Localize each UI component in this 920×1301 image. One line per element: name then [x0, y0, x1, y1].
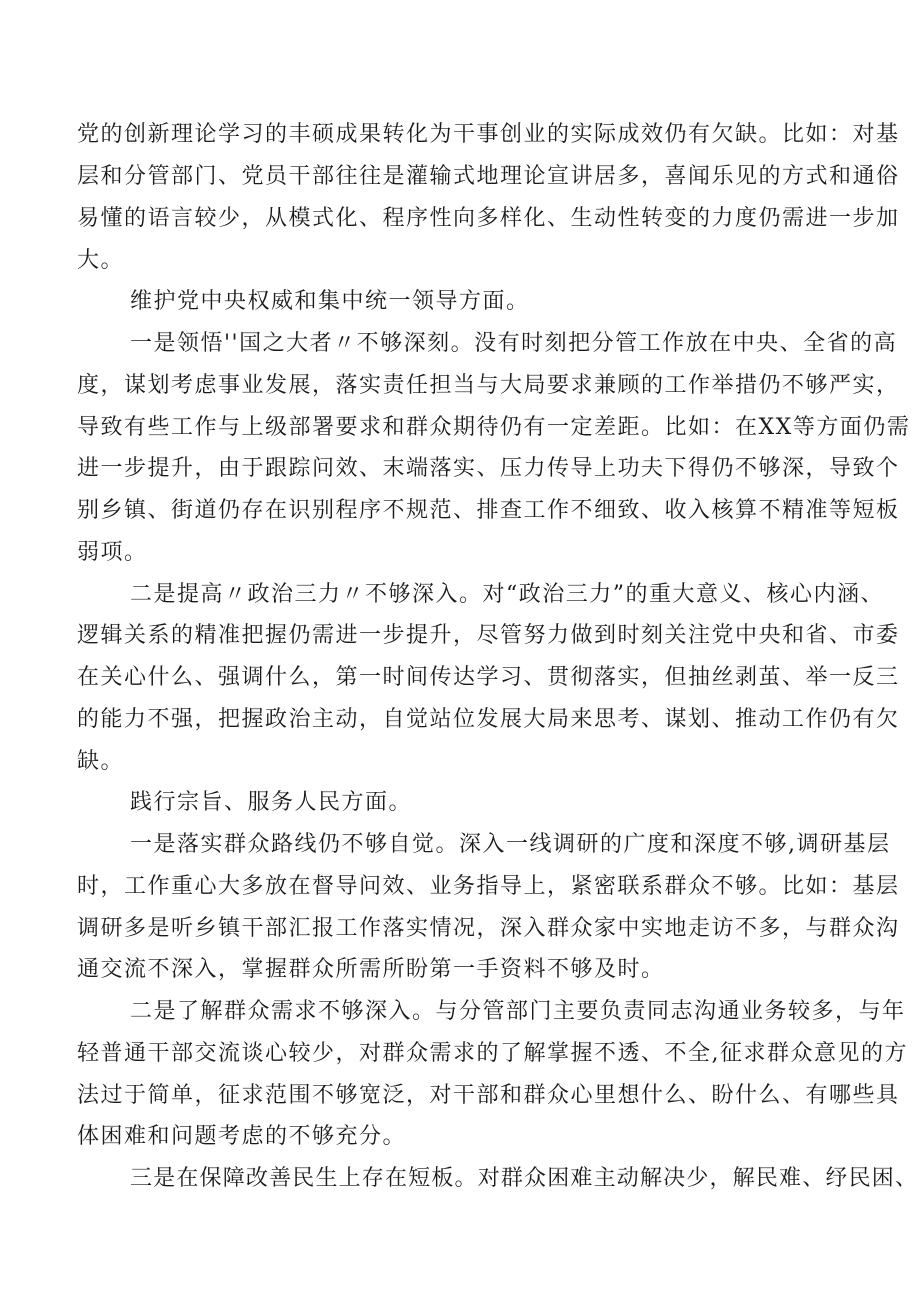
section-heading: 维护党中央权威和集中统一领导方面。	[130, 289, 530, 314]
text-line: 大。	[77, 248, 125, 273]
text-line: 在关心什么、强调什么，第一时间传达学习、贯彻落实，但抽丝剥茧、举一反三	[77, 665, 900, 690]
text-line: 的能力不强，把握政治主动，自觉站位发展大局来思考、谋划、推动工作仍有欠	[77, 707, 900, 732]
text-line: 易懂的语言较少，从模式化、程序性向多样化、生动性转变的力度仍需进一步加	[77, 206, 900, 231]
text-line: 二是了解群众需求不够深入。与分管部门主要负责同志沟通业务较多，与年	[130, 999, 906, 1024]
text-line: 体困难和问题考虑的不够充分。	[77, 1124, 407, 1149]
section-heading: 践行宗旨、服务人民方面。	[130, 790, 413, 815]
text-line: 三是在保障改善民生上存在短板。对群众困难主动解决少，解民难、纾民困、	[130, 1166, 919, 1191]
text-line: 导致有些工作与上级部署要求和群众期待仍有一定差距。比如：在XX等方面仍需	[77, 415, 911, 440]
text-line: 别乡镇、街道仍存在识别程序不规范、排查工作不细致、收入核算不精准等短板	[77, 498, 900, 523]
text-line: 层和分管部门、党员干部往往是灌输式地理论宣讲居多，喜闻乐见的方式和通俗	[77, 164, 900, 189]
text-line: 党的创新理论学习的丰硕成果转化为干事创业的实际成效仍有欠缺。比如：对基	[77, 122, 900, 147]
text-line: 逻辑关系的精准把握仍需进一步提升，尽管努力做到时刻关注党中央和省、市委	[77, 623, 900, 648]
text-line: 二是提高〃政治三力〃不够深入。对“政治三力”的重大意义、核心内涵、	[130, 582, 884, 607]
text-line: 一是领悟''国之大者〃不够深刻。没有时刻把分管工作放在中央、全省的高	[130, 331, 898, 356]
text-line: 度，谋划考虑事业发展，落实责任担当与大局要求兼顾的工作举措仍不够严实，	[77, 373, 900, 398]
text-line: 时，工作重心大多放在督导问效、业务指导上，紧密联系群众不够。比如：基层	[77, 874, 900, 899]
text-line: 弱项。	[77, 540, 148, 565]
text-line: 通交流不深入，掌握群众所需所盼第一手资料不够及时。	[77, 957, 665, 982]
text-line: 调研多是听乡镇干部汇报工作落实情况，深入群众家中实地走访不多，与群众沟	[77, 916, 900, 941]
text-line: 进一步提升，由于跟踪问效、末端落实、压力传导上功夫下得仍不够深，导致个	[77, 456, 900, 481]
text-line: 轻普通干部交流谈心较少，对群众需求的了解掌握不透、不全,征求群众意见的方	[77, 1041, 908, 1066]
text-line: 一是落实群众路线仍不够自觉。深入一线调研的广度和深度不够,调研基层	[130, 832, 891, 857]
text-line: 法过于简单，征求范围不够宽泛，对干部和群众心里想什么、盼什么、有哪些具	[77, 1083, 900, 1108]
text-line: 缺。	[77, 749, 125, 774]
